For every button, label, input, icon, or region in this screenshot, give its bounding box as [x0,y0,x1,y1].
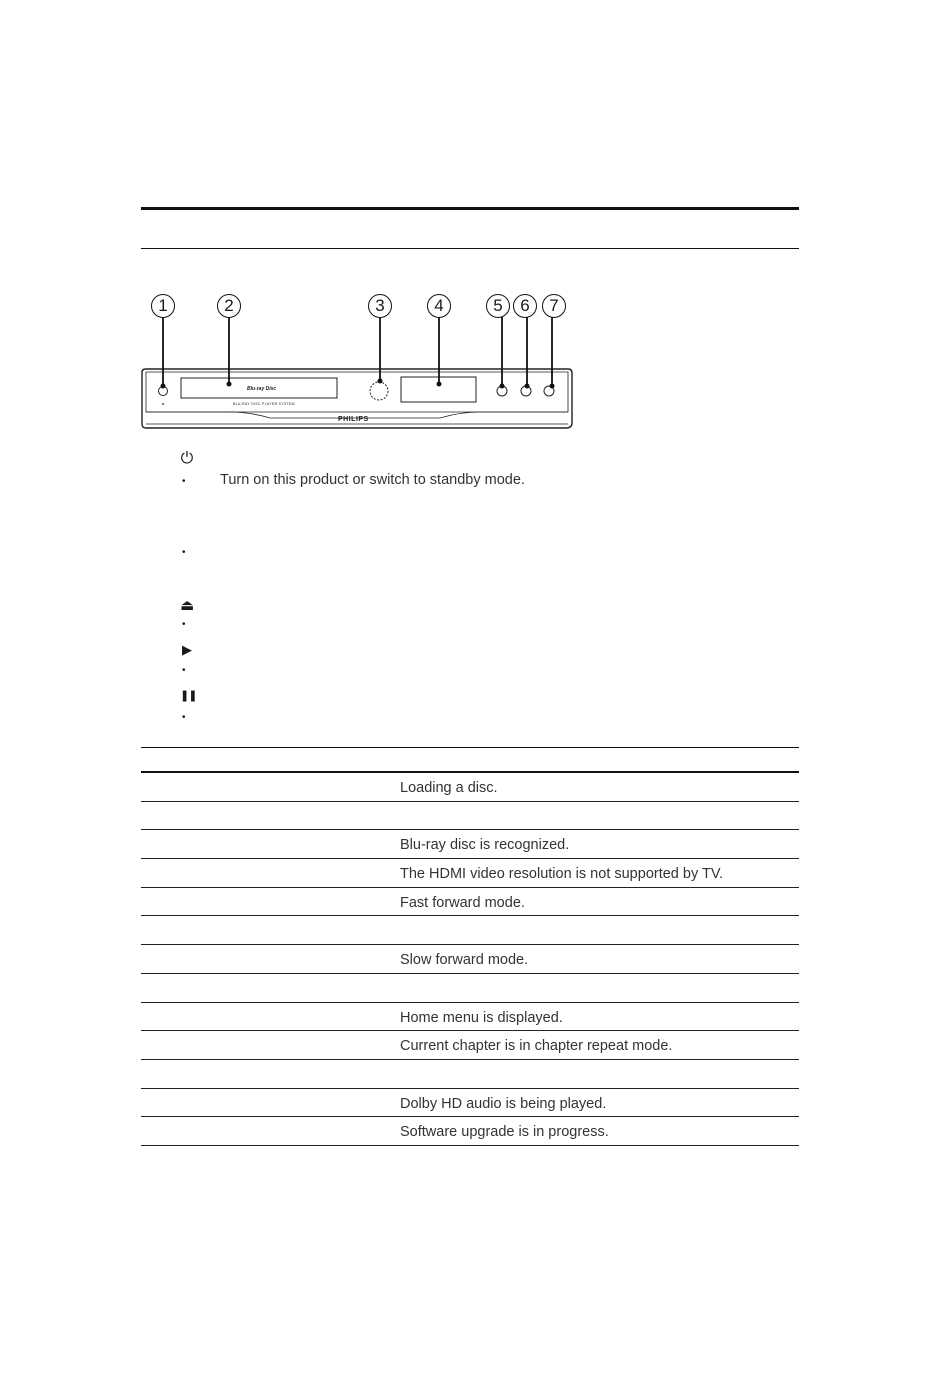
table-row [141,945,799,974]
leader-dot-1 [161,384,166,389]
disc-logo: Blu-ray Disc [247,386,277,392]
callout-number: 3 [368,294,392,318]
callout-number: 6 [513,294,537,318]
row-description: Current chapter is in chapter repeat mode. [400,1038,673,1055]
bullet-dot: • [182,547,186,558]
callout-number: 1 [151,294,175,318]
table-row [141,888,799,917]
row-description: Dolby HD audio is being played. [400,1095,607,1112]
power-description: Turn on this product or switch to standby mode. [220,472,525,488]
display-messages-table [141,773,799,1146]
table-row [141,802,799,831]
table-row [141,1060,799,1089]
play-icon: ▶ [182,642,192,657]
row-description: Loading a disc. [400,780,498,796]
table-top-rule [141,747,799,748]
leader-dot-6 [525,384,530,389]
table-row [141,916,799,945]
row-description: Fast forward mode. [400,894,525,911]
table-row [141,1031,799,1060]
row-description: Home menu is displayed. [400,1009,563,1026]
table-row [141,773,799,802]
leader-dot-5 [500,384,505,389]
callout-number: 4 [427,294,451,318]
bullet-dot: • [182,665,186,676]
leader-dot-4 [437,382,442,387]
callout-number: 7 [542,294,566,318]
leader-dot-7 [550,384,555,389]
row-description: Slow forward mode. [400,952,529,969]
row-description: Software upgrade is in progress. [400,1124,609,1141]
row-description: Blu-ray disc is recognized. [400,837,570,854]
row-description: The HDMI video resolution is not supported by TV. [400,866,724,883]
leader-dot-2 [227,382,232,387]
eject-icon: ⏏ [180,597,195,614]
table-row [141,859,799,888]
leader-dot-3 [378,379,383,384]
bullet-dot: • [182,712,186,723]
bullet-dot: • [182,619,186,630]
table-row [141,1089,799,1118]
model-caption: BLU-RAY DISC PLAYER SYSTEM [233,402,295,406]
standby-led [162,403,164,405]
pause-icon: ❚❚ [180,690,197,702]
power-icon: ⏻ [180,450,194,467]
callout-number: 5 [486,294,510,318]
table-row [141,974,799,1003]
table-row [141,1003,799,1032]
bullet-dot: • [182,476,186,487]
player-front-panel-illustration [0,0,950,440]
table-row [141,830,799,859]
table-row [141,1117,799,1146]
callout-number: 2 [217,294,241,318]
brand-logo: PHILIPS [338,416,369,423]
